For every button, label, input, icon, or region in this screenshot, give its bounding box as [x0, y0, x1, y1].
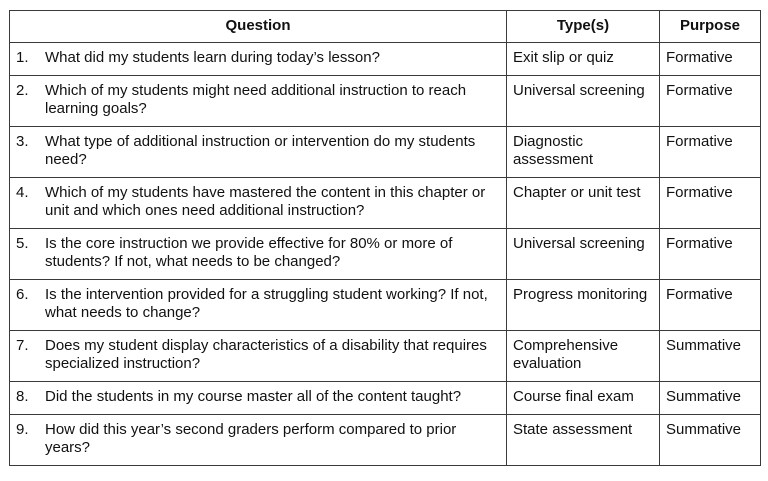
- table-row: [10, 178, 761, 229]
- table-row: [10, 415, 761, 466]
- question-cell: [10, 331, 507, 382]
- types-cell: Exit slip or quiz: [507, 43, 660, 76]
- question-text: What did my students learn during today’s lesson?: [45, 49, 380, 66]
- question-text: What type of additional instruction or intervention do my students need?: [45, 133, 476, 168]
- purpose-cell: Formative: [660, 178, 761, 229]
- question-text: Is the intervention provided for a struggling student working? If not, what needs to change?: [45, 286, 488, 321]
- table-row: [10, 43, 761, 76]
- question-text: Which of my students might need additional instruction to reach learning goals?: [45, 82, 467, 117]
- question-number: 4.: [16, 184, 29, 201]
- table-row: [10, 280, 761, 331]
- types-cell: Progress monitoring: [507, 280, 660, 331]
- header-purpose: Purpose: [660, 11, 761, 43]
- purpose-cell: Summative: [660, 415, 761, 466]
- question-text: Did the students in my course master all of the content taught?: [45, 388, 462, 405]
- table-row: [10, 382, 761, 415]
- question-cell: [10, 280, 507, 331]
- types-cell: Diagnostic assessment: [507, 127, 660, 178]
- types-cell: Chapter or unit test: [507, 178, 660, 229]
- question-cell: [10, 415, 507, 466]
- question-number: 2.: [16, 82, 29, 99]
- question-number: 1.: [16, 49, 29, 66]
- question-text: Is the core instruction we provide effective for 80% or more of students? If not, what needs to be changed?: [45, 235, 453, 270]
- table-row: [10, 76, 761, 127]
- question-text: How did this year’s second graders perform compared to prior years?: [45, 421, 457, 456]
- question-number: 6.: [16, 286, 29, 303]
- purpose-cell: Formative: [660, 76, 761, 127]
- purpose-cell: Summative: [660, 331, 761, 382]
- question-text: Which of my students have mastered the content in this chapter or unit and which ones need additional instruction?: [45, 184, 486, 219]
- question-number: 8.: [16, 388, 29, 405]
- table-row: [10, 331, 761, 382]
- types-cell: Universal screening: [507, 229, 660, 280]
- table-header-row: [10, 11, 761, 43]
- question-number: 9.: [16, 421, 29, 438]
- assessment-questions-table: [9, 10, 761, 466]
- question-cell: [10, 382, 507, 415]
- question-number: 7.: [16, 337, 29, 354]
- types-cell: Universal screening: [507, 76, 660, 127]
- question-text: Does my student display characteristics of a disability that requires specialized instruction?: [45, 337, 487, 372]
- types-cell: State assessment: [507, 415, 660, 466]
- purpose-cell: Formative: [660, 127, 761, 178]
- question-number: 3.: [16, 133, 29, 150]
- header-types: Type(s): [507, 11, 660, 43]
- question-cell: [10, 43, 507, 76]
- purpose-cell: Summative: [660, 382, 761, 415]
- question-cell: [10, 127, 507, 178]
- purpose-cell: Formative: [660, 229, 761, 280]
- purpose-cell: Formative: [660, 43, 761, 76]
- purpose-cell: Formative: [660, 280, 761, 331]
- question-number: 5.: [16, 235, 29, 252]
- question-cell: [10, 76, 507, 127]
- table-row: [10, 127, 761, 178]
- header-question: Question: [10, 11, 507, 43]
- types-cell: Course final exam: [507, 382, 660, 415]
- question-cell: [10, 229, 507, 280]
- question-cell: [10, 178, 507, 229]
- table-row: [10, 229, 761, 280]
- types-cell: Comprehensive evaluation: [507, 331, 660, 382]
